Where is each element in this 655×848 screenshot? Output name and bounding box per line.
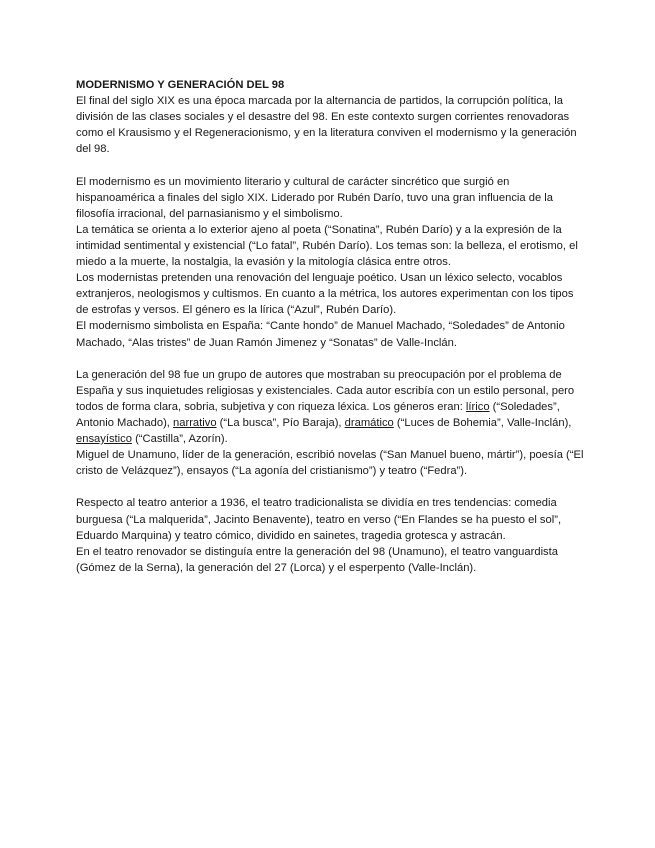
genre-lirico: lírico [465, 400, 490, 413]
paragraph-spacer [76, 479, 586, 495]
document-body [76, 77, 586, 576]
genre-ensayistico: ensayístico [76, 433, 132, 446]
teatro-paragraph-2: En el teatro renovador se distinguía entre la generación del 98 (Unamuno), el teatro vanguardista (Gómez de la Serna), la generación del 27 (Lorca) y el esperpento (Valle-Inclán). [76, 545, 558, 574]
lirico-example: (“Soledades”, Antonio Machado), [76, 400, 560, 429]
document-title: MODERNISMO Y GENERACIÓN DEL 98 [76, 79, 285, 91]
narrativo-example: (“La busca”, Pío Baraja), [216, 416, 345, 429]
modernismo-paragraph-3: Los modernistas pretenden una renovación del lenguaje poético. Usan un léxico selecto, vocablos extranjeros, neologismos y cultismos. En cuanto a la métrica, los autores experimentan con los tipos de estrofas y versos. El género es la lírica (“Azul”, Rubén Darío). [76, 272, 574, 317]
modernismo-paragraph-2: La temática se orienta a lo exterior ajeno al poeta (“Sonatina”, Rubén Darío) y a la expresión de la intimidad sentimental y existencial (“Lo fatal”, Rubén Darío). Los temas son: la belleza, el erotismo, el miedo a la muerte, la nostalgia, la evasión y la mitología clásica entre otros. [76, 223, 578, 269]
intro-paragraph: El final del siglo XIX es una época marcada por la alternancia de partidos, la corrupción política, la división de las clases sociales y el desastre del 98. En este contexto surgen corrientes renovadoras como el Krausismo y el Regeneracionismo, y en la literatura conviven el modernismo y la generación del 98. [76, 95, 577, 156]
paragraph-spacer [76, 157, 586, 173]
genre-narrativo: narrativo [173, 416, 217, 429]
generacion98-intro-text: La generación del 98 fue un grupo de autores que mostraban su preocupación por el problema de España y sus inquietudes religiosas y existenciales. Cada autor escribía con un estilo personal, pero todos de forma clara, sobria, subjetiva y con riqueza léxica. Los géneros eran: [76, 368, 575, 413]
dramatico-example: (“Luces de Bohemia”, Valle-Inclán), [393, 416, 572, 429]
paragraph-spacer [76, 351, 586, 367]
modernismo-paragraph-4: El modernismo simbolista en España: “Cante hondo” de Manuel Machado, “Soledades” de Antonio Machado, “Alas tristes” de Juan Ramón Jimenez y “Sonatas” de Valle-Inclán. [76, 320, 565, 349]
modernismo-paragraph-1: El modernismo es un movimiento literario y cultural de carácter sincrético que surgió en hispanoamérica a finales del siglo XIX. Liderado por Rubén Darío, tuvo una gran influencia de la filosofía irracional, del parnasianismo y el simbolismo. [76, 175, 554, 220]
ensayistico-example: (“Castilla”, Azorín). [131, 433, 228, 446]
genre-dramatico: dramático [344, 416, 394, 429]
generacion98-paragraph-2: Miguel de Unamuno, líder de la generación, escribió novelas (“San Manuel bueno, mártir”), poesía (“El cristo de Velázquez”), ensayos (“La agonía del cristianismo”) y teatro (“Fedra”). [76, 449, 584, 478]
teatro-paragraph-1: Respecto al teatro anterior a 1936, el teatro tradicionalista se dividía en tres tendencias: comedia burguesa (“La malquerida”, Jacinto Benavente), teatro en verso (“En Flandes se ha puesto el sol”, Eduardo Marquina) y teatro cómico, dividido en sainetes, tragedia grotesca y astracán. [76, 497, 562, 542]
generacion98-paragraph-1 [76, 367, 586, 447]
